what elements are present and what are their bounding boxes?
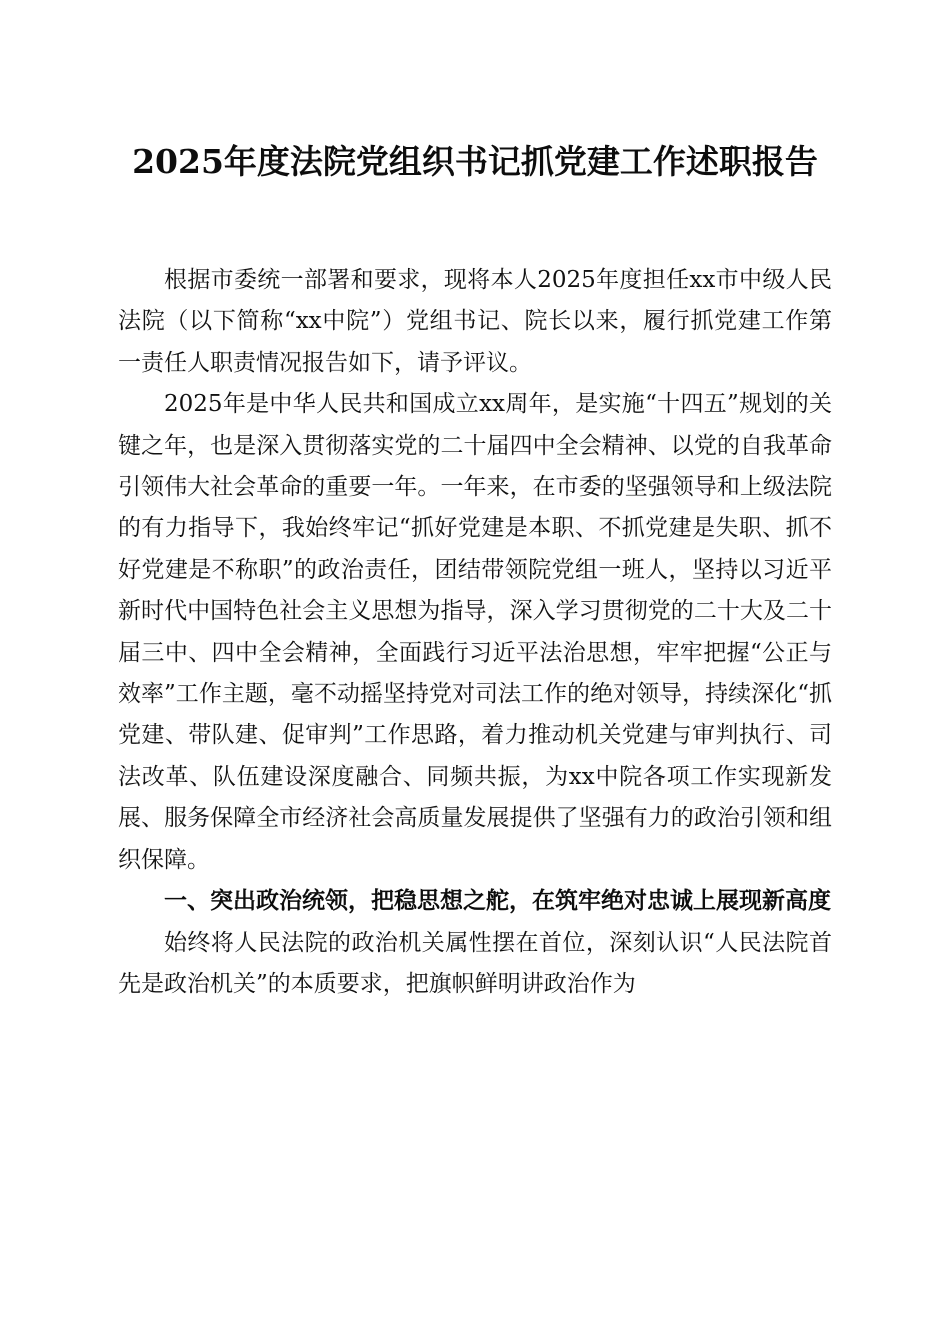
section-heading: 一、突出政治统领，把稳思想之舵，在筑牢绝对忠诚上展现新高度 bbox=[164, 888, 831, 915]
overview-paragraph: 2025年是中华人民共和国成立xx周年，是实施“十四五”规划的关键之年，也是深入贯彻落实党的二十届四中全会精神、以党的自我革命引领伟大社会革命的重要一年。一年来，在市委的坚强领导和上级法院的有力指导下，我始终牢记“抓好党建是本职、不抓党建是失职、抓不好党建是不称职”的政治责任，团结带领院党组一班人，坚持以习近平新时代中国特色社会主义思想为指导，深入学习贯彻党的二十大及二十届三中、四中全会精神，全面践行习近平法治思想，牢牢把握“公正与效率”工作主题，毫不动摇坚持党对司法工作的绝对领导，持续深化“抓党建、带队建、促审判”工作思路，着力推动机关党建与审判执行、司法改革、队伍建设深度融合、同频共振，为xx中院各项工作实现新发展、服务保障全市经济社会高质量发展提供了坚强有力的政治引领和组织保障。 bbox=[118, 391, 832, 873]
document-body bbox=[118, 255, 832, 1005]
document-title: 2025年度法院党组织书记抓党建工作述职报告 bbox=[132, 142, 818, 181]
section-paragraph: 始终将人民法院的政治机关属性摆在首位，深刻认识“人民法院首先是政治机关”的本质要求，把旗帜鲜明讲政治作为 bbox=[118, 929, 832, 997]
intro-paragraph: 根据市委统一部署和要求，现将本人2025年度担任xx市中级人民法院（以下简称“xx中院”）党组书记、院长以来，履行抓党建工作第一责任人职责情况报告如下，请予评议。 bbox=[118, 267, 832, 376]
